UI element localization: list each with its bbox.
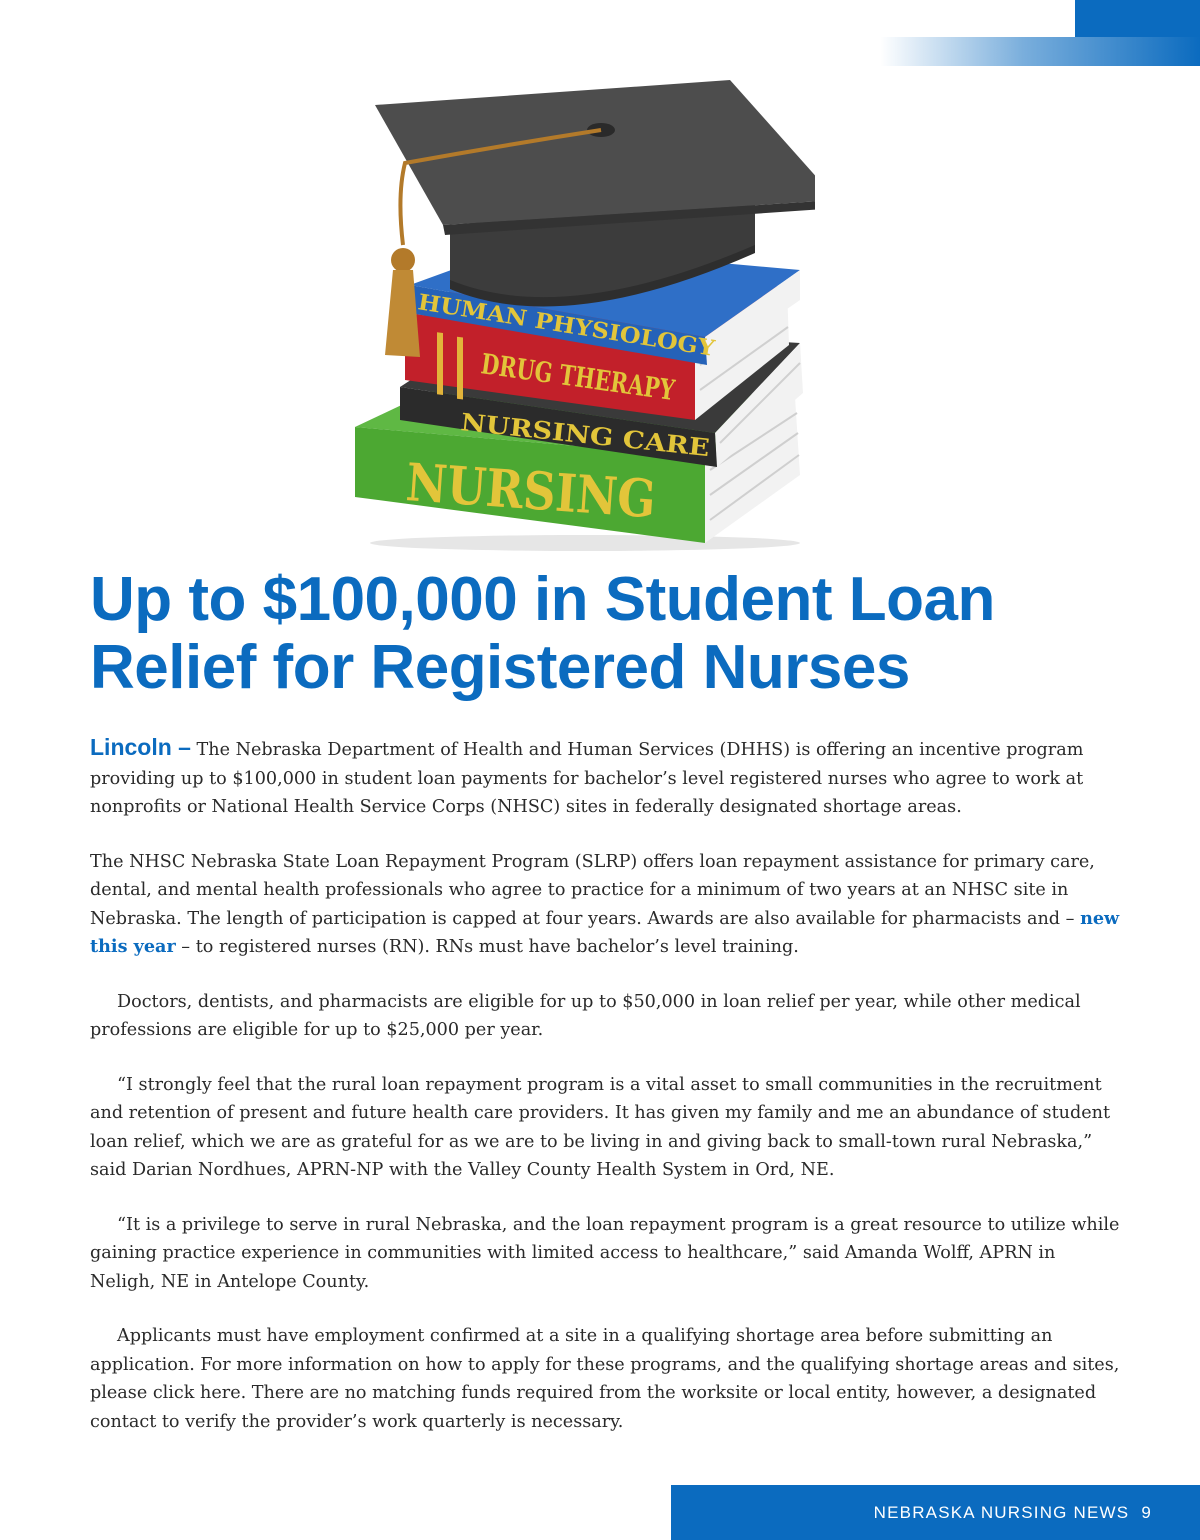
article-headline [90, 566, 1150, 702]
shadow [370, 535, 800, 551]
headline-line-1: Up to $100,000 in Student Loan [90, 565, 995, 634]
corner-accent-block [1075, 0, 1200, 37]
graduation-cap-books-illustration [345, 75, 815, 555]
headline-line-2: Relief for Registered Nurses [90, 633, 910, 702]
paragraph-2-text-before: The NHSC Nebraska State Loan Repayment Program (SLRP) offers loan repayment assistance for primary care, dental, and mental health professionals who agree to practice for a minimum of two years at an NHSC site in Nebraska. The length of participation is capped at four years. Awards are also available for pharmacists and – [90, 851, 1095, 929]
corner-accent-gradient [880, 37, 1200, 66]
paragraph-1-text: The Nebraska Department of Health and Human Services (DHHS) is offering an incentive program providing up to $100,000 in student loan payments for bachelor’s level registered nurses who agree to work at nonprofits or National Health Service Corps (NHSC) sites in federally designated shortage areas. [90, 740, 1084, 817]
paragraph-2 [90, 848, 1120, 962]
page-number: 9 [1141, 1502, 1152, 1522]
book-label-nursing: NURSING [404, 452, 698, 534]
paragraph-6: Applicants must have employment confirmed at a site in a qualifying shortage area before submitting an application. For more information on how to apply for these programs, and the qualifying shortage areas and sites, please click here. There are no matching funds required from the worksite or local entity, however, a designated contact to verify the provider’s work quarterly is necessary. [90, 1326, 1120, 1432]
book-label-drug-therapy: DRUG THERAPY [479, 347, 742, 417]
publication-name: NEBRASKA NURSING NEWS [873, 1502, 1130, 1522]
paragraph-4-quote: “I strongly feel that the rural loan repayment program is a vital asset to small communities in the recruitment and retention of present and future health care providers. It has given my family and me an abundance of student loan relief, which we are as grateful for as we are to be living in and giving back to small-town rural Nebraska,” said Darian Nordhues, APRN-NP with the Valley County Health System in Ord, NE. [90, 1074, 1111, 1180]
book-label-human-physiology: HUMAN PHYSIOLOGY [416, 289, 694, 359]
footer-bar [671, 1485, 1200, 1540]
new-this-year-highlight: new this year [90, 907, 1120, 957]
paragraph-2-text-after: – to registered nurses (RN). RNs must have bachelor’s level training. [175, 937, 799, 957]
dateline: Lincoln – [90, 734, 191, 760]
book-label-nursing-care: NURSING CARE [459, 407, 680, 459]
paragraph-5-quote: “It is a privilege to serve in rural Nebraska, and the loan repayment program is a great resource to utilize while gaining practice experience in communities with limited access to healthcare,” said Amanda Wolff, APRN in Neligh, NE in Antelope County. [90, 1214, 1120, 1292]
paragraph-1 [90, 733, 1120, 822]
article-body [90, 733, 1120, 1462]
paragraph-3: Doctors, dentists, and pharmacists are eligible for up to $50,000 in loan relief per year, while other medical professions are eligible for up to $25,000 per year. [90, 991, 1081, 1040]
